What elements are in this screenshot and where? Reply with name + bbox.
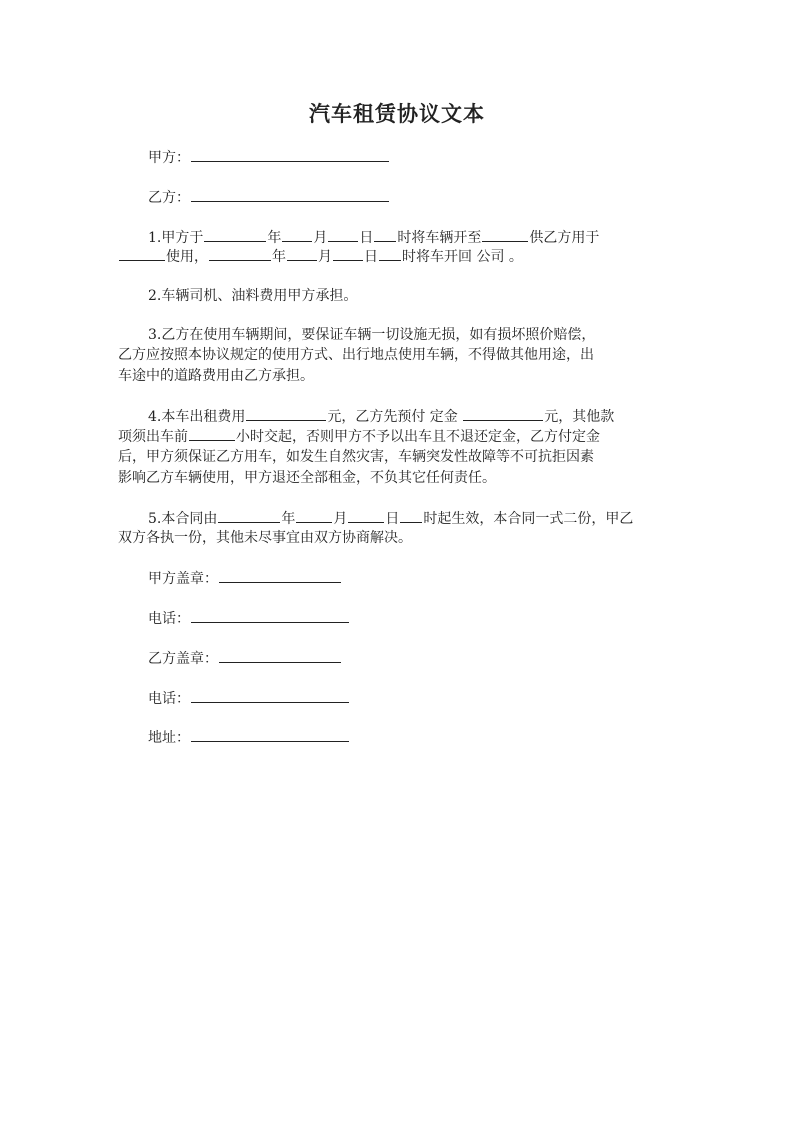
blank [191,608,349,623]
address-field [148,727,350,747]
text: 供乙方用于 [529,230,600,246]
text: 时将车开回 公司 。 [402,249,523,265]
label: 地址： [148,730,190,746]
text: 4.本车出租费用 [148,409,246,425]
text: 时将车辆开至 [397,230,482,246]
party-b-seal-field [148,648,342,668]
clause-1-line-2 [118,246,523,266]
blank [218,508,280,523]
blank [191,187,389,202]
blank [191,147,389,162]
text: 月 [313,230,328,246]
text: 元，其他款 [544,409,615,425]
clause-5-line-2: 双方各执一份，其他未尽事宜由双方协商解决。 [118,530,412,546]
clause-4-line-2 [118,426,600,446]
clause-4-line-3: 后，甲方须保证乙方用车，如发生自然灾害，车辆突发性故障等不可抗拒因素 [118,449,594,465]
blank [296,508,332,523]
blank [282,227,312,242]
text: 小时交起，否则甲方不予以出车且不退还定金，乙方付定金 [236,429,600,445]
party-a-seal-field [148,568,342,588]
text: 时起生效，本合同一式二份，甲乙 [423,511,634,527]
text: 月 [318,249,332,265]
blank [191,727,349,742]
text: 使用， [166,249,208,265]
blank [119,246,165,261]
blank [189,426,235,441]
party-a-field [148,147,390,167]
blank [348,508,384,523]
label: 乙方： [148,190,190,206]
text: 元，乙方先预付 定金 [327,409,458,425]
blank [379,246,401,261]
text: 日 [385,511,400,527]
label: 甲方盖章： [148,571,218,587]
blank [209,246,271,261]
clause-4-line-1 [148,406,614,426]
clause-3-line-2: 乙方应按照本协议规定的使用方式、出行地点使用车辆，不得做其他用途，出 [118,347,594,363]
blank [246,406,326,421]
clause-5-line-1 [148,508,633,528]
text: 5.本合同由 [148,511,218,527]
blank [219,568,341,583]
text: 日 [359,230,374,246]
blank [400,508,422,523]
text: 年 [281,511,296,527]
clause-1-line-1 [148,227,599,247]
label: 电话： [148,611,190,627]
party-a-phone-field [148,608,350,628]
text: 项须出车前 [118,429,188,445]
text: 日 [364,249,378,265]
label: 甲方： [148,150,190,166]
party-b-field [148,187,390,207]
text: 年 [272,249,286,265]
clause-3-line-3: 车途中的道路费用由乙方承担。 [118,368,314,384]
blank [482,227,528,242]
blank [333,246,363,261]
blank [374,227,396,242]
text: 年 [267,230,282,246]
clause-4-line-4: 影响乙方车辆使用，甲方退还全部租金，不负其它任何责任。 [118,470,496,486]
blank [204,227,266,242]
party-b-phone-field [148,688,350,708]
text: 1.甲方于 [148,230,204,246]
text: 月 [333,511,348,527]
blank [219,648,341,663]
blank [328,227,358,242]
blank [463,406,543,421]
label: 乙方盖章： [148,651,218,667]
document-title: 汽车租赁协议文本 [309,101,485,126]
blank [191,688,349,703]
blank [287,246,317,261]
label: 电话： [148,691,190,707]
clause-3-line-1: 3.乙方在使用车辆期间，要保证车辆一切设施无损，如有损坏照价赔偿， [148,327,596,343]
clause-2: 2.车辆司机、油料费用甲方承担。 [148,288,358,304]
